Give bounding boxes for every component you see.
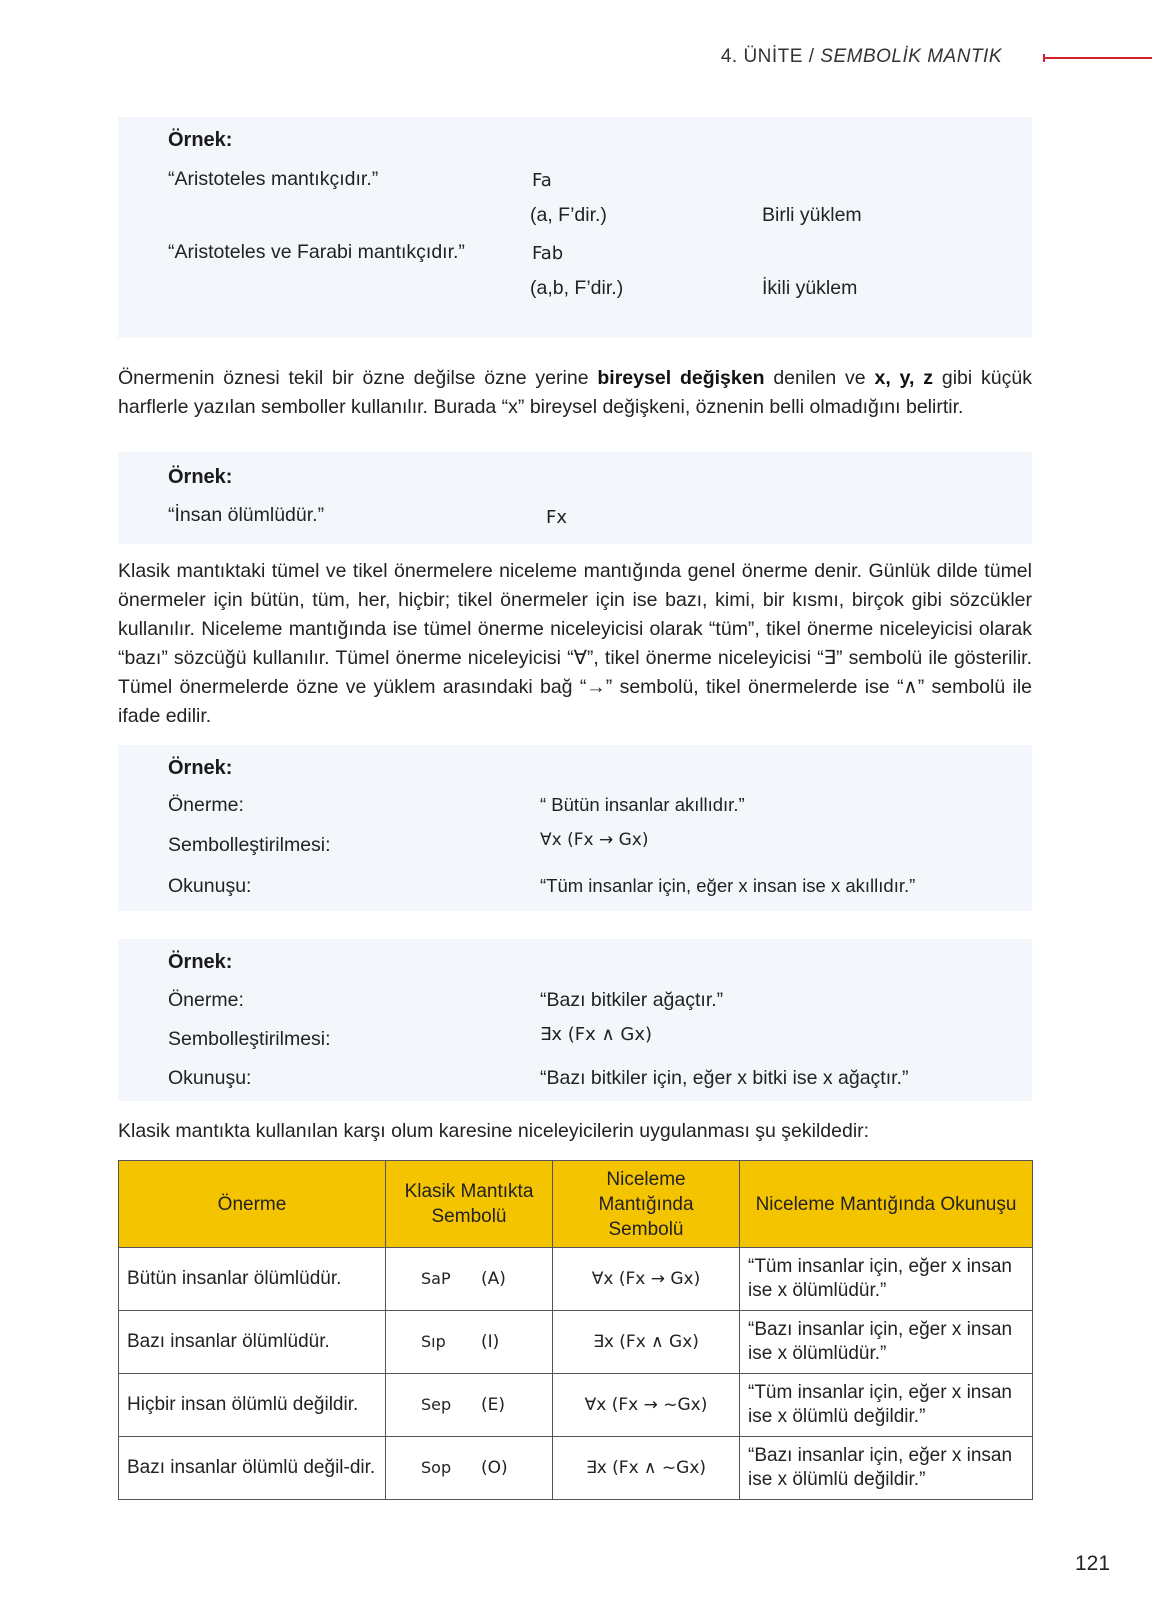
- header-quantifier-symbol: Niceleme Mantığında Sembolü: [553, 1161, 740, 1248]
- header-proposition: Önerme: [119, 1161, 386, 1248]
- variables-bold: x, y, z: [874, 367, 934, 389]
- cell-reading: “Tüm insanlar için, eğer x insan ise x ölümlüdür.”: [740, 1248, 1033, 1311]
- cell-classic: Sep (E): [386, 1374, 553, 1437]
- header-reading: Niceleme Mantığında Okunuşu: [740, 1161, 1033, 1248]
- table-header-row: [119, 1161, 1033, 1248]
- running-header: [721, 46, 1002, 68]
- example-symbol: Fx: [546, 507, 568, 528]
- symbol-label: Sembolleştirilmesi:: [168, 834, 331, 856]
- paragraph-quantifiers: Klasik mantıktaki tümel ve tikel önermelere niceleme mantığında genel önerme denir. Günlük dilde tümel önermeler için bütün, tüm, her, hiçbir; tikel önermeler için ise bazı, kimi, bir kısmı, birçok gibi sözcükler kullanılır. Niceleme mantığında ise tümel önerme niceleyicisi olarak “tüm”, tikel önerme niceleyicisi olarak “bazı” sözcüğü kullanılır. Tümel önerme niceleyicisi “∀”, tikel önerme niceleyicisi “∃” sembolü ile gösterilir. Tümel önermelerde özne ve yüklem arasındaki bağ “→” sembolü, tikel önermelerde ise “∧” sembolü ile ifade edilir.: [118, 560, 1032, 727]
- example-label: Örnek:: [168, 129, 233, 151]
- cell-reading: “Bazı insanlar için, eğer x insan ise x ölümlüdür.”: [740, 1311, 1033, 1374]
- page-number: 121: [1075, 1552, 1111, 1575]
- unit-label: 4. ÜNİTE /: [720, 46, 821, 67]
- paragraph-individual-variable: Önermenin öznesi tekil bir özne değilse özne yerine bireysel değişken denilen ve x, y, z gibi küçük harflerle yazılan semboller kullanılır. Burada “x” bireysel değişkeni, öznenin belli olmadığını belirtir.: [118, 367, 1032, 418]
- example-sentence: “Aristoteles mantıkçıdır.”: [168, 168, 379, 190]
- example-label: Örnek:: [168, 757, 233, 779]
- header-classic-symbol: Klasik Mantıkta Sembolü: [386, 1161, 553, 1248]
- paragraph-square-intro: Klasik mantıkta kullanılan karşı olum karesine niceleyicilerin uygulanması şu şekildedir:: [118, 1120, 870, 1142]
- example-kind: Birli yüklem: [762, 204, 862, 226]
- symbol-label: Sembolleştirilmesi:: [168, 1028, 331, 1050]
- reading-label: Okunuşu:: [168, 1067, 252, 1089]
- example-box-2: [118, 452, 1032, 544]
- cell-quantifier: ∀x (Fx → ~Gx): [553, 1374, 740, 1437]
- cell-quantifier: ∃x (Fx ∧ Gx): [553, 1311, 740, 1374]
- symbol-formula: ∀x (Fx → Gx): [540, 830, 649, 850]
- example-sentence: “İnsan ölümlüdür.”: [168, 504, 325, 526]
- reading-text: “Tüm insanlar için, eğer x insan ise x akıllıdır.”: [540, 875, 916, 896]
- example-box-1: [118, 117, 1032, 338]
- example-box-4: [118, 939, 1032, 1101]
- table-row: [119, 1374, 1033, 1437]
- example-kind: İkili yüklem: [762, 277, 858, 299]
- cell-reading: “Tüm insanlar için, eğer x insan ise x ölümlü değildir.”: [740, 1374, 1033, 1437]
- table-row: [119, 1311, 1033, 1374]
- cell-proposition: Bazı insanlar ölümlü değil-dir.: [119, 1437, 386, 1500]
- header-accent-line: [1045, 57, 1152, 59]
- cell-proposition: Bazı insanlar ölümlüdür.: [119, 1311, 386, 1374]
- example-symbol: Fa: [532, 170, 552, 191]
- cell-classic: SaP (A): [386, 1248, 553, 1311]
- cell-classic: Sop (O): [386, 1437, 553, 1500]
- square-of-opposition-table: [118, 1160, 1033, 1500]
- cell-quantifier: ∃x (Fx ∧ ~Gx): [553, 1437, 740, 1500]
- cell-proposition: Bütün insanlar ölümlüdür.: [119, 1248, 386, 1311]
- table-row: [119, 1248, 1033, 1311]
- reading-label: Okunuşu:: [168, 875, 252, 897]
- example-symbol: Fab: [532, 243, 564, 264]
- example-meaning: (a, F’dir.): [530, 204, 607, 226]
- subject-label: SEMBOLİK MANTIK: [820, 46, 1002, 67]
- example-label: Örnek:: [168, 466, 233, 488]
- cell-reading: “Bazı insanlar için, eğer x insan ise x ölümlü değildir.”: [740, 1437, 1033, 1500]
- table-row: [119, 1437, 1033, 1500]
- premise-text: “Bazı bitkiler ağaçtır.”: [540, 989, 724, 1011]
- example-label: Örnek:: [168, 951, 233, 973]
- symbol-formula: ∃x (Fx ∧ Gx): [540, 1024, 653, 1045]
- example-sentence: “Aristoteles ve Farabi mantıkçıdır.”: [168, 241, 465, 263]
- premise-text: “ Bütün insanlar akıllıdır.”: [540, 794, 745, 815]
- premise-label: Önerme:: [168, 794, 244, 816]
- reading-text: “Bazı bitkiler için, eğer x bitki ise x ağaçtır.”: [540, 1067, 909, 1089]
- cell-proposition: Hiçbir insan ölümlü değildir.: [119, 1374, 386, 1437]
- premise-label: Önerme:: [168, 989, 244, 1011]
- cell-classic: Sıp (I): [386, 1311, 553, 1374]
- term-bold: bireysel değişken: [597, 367, 765, 389]
- cell-quantifier: ∀x (Fx → Gx): [553, 1248, 740, 1311]
- example-box-3: [118, 745, 1032, 911]
- example-meaning: (a,b, F’dir.): [530, 277, 624, 299]
